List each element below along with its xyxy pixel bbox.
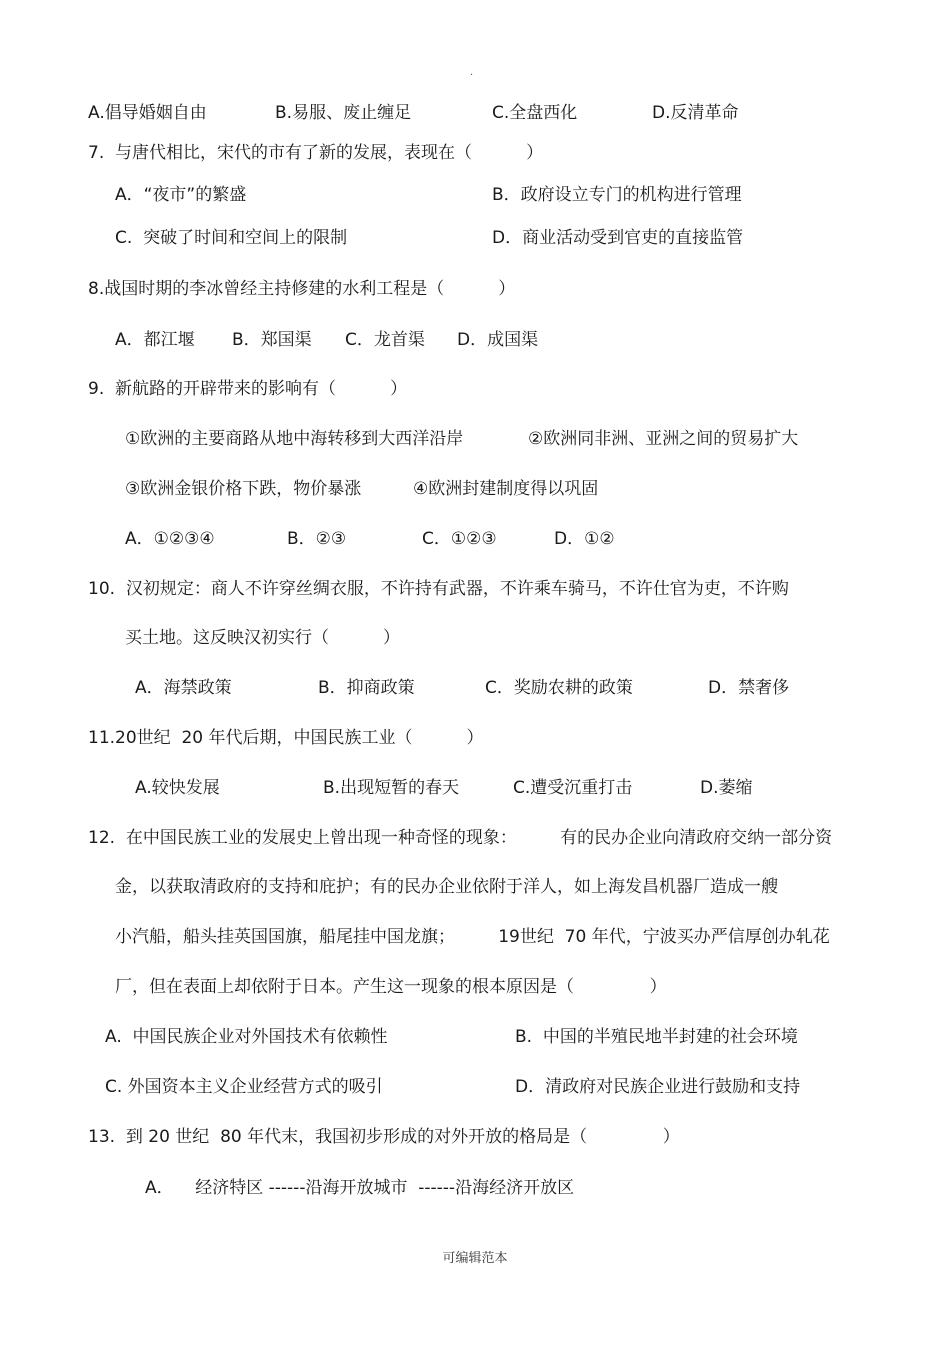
- q10-option-a: A．海禁政策: [135, 678, 232, 698]
- q9-option-b: B．②③: [287, 529, 347, 549]
- q8-stem: 8.战国时期的李冰曾经主持修建的水利工程是（ ）: [88, 279, 516, 299]
- q7-option-c: C. 突破了时间和空间上的限制: [115, 228, 348, 248]
- q6-option-c: C.全盘西化: [492, 103, 578, 123]
- q9-stem: 9. 新航路的开辟带来的影响有（ ）: [88, 379, 408, 399]
- q12-option-a: A. 中国民族企业对外国技术有依赖性: [105, 1027, 388, 1047]
- q9-item-2: ②欧洲同非洲、亚洲之间的贸易扩大: [528, 429, 799, 449]
- q12-option-b: B. 中国的半殖民地半封建的社会环境: [515, 1027, 798, 1047]
- q12-stem-line-1: 12. 在中国民族工业的发展史上曾出现一种奇怪的现象： 有的民办企业向清政府交纳一部分资: [88, 828, 833, 848]
- q7-stem: 7. 与唐代相比，宋代的市有了新的发展，表现在（ ）: [88, 143, 544, 163]
- q13-option-a: A． 经济特区 ------沿海开放城市 ------沿海经济开放区: [145, 1178, 575, 1198]
- q8-option-d: D．成国渠: [457, 330, 539, 350]
- q11-stem: 11.20世纪 20 年代后期，中国民族工业（ ）: [88, 728, 484, 748]
- q7-option-b: B．政府设立专门的机构进行管理: [492, 185, 742, 205]
- q12-stem-line-3: 小汽船，船头挂英国国旗，船尾挂中国龙旗； 19世纪 70 年代，宁波买办严信厚创办轧花: [115, 927, 830, 947]
- q7-option-a: A．“夜市”的繁盛: [115, 185, 247, 205]
- q11-option-a: A.较快发展: [135, 778, 220, 798]
- q9-option-d: D．①②: [554, 529, 615, 549]
- q11-option-c: C.遭受沉重打击: [513, 778, 633, 798]
- q12-stem-line-4: 厂，但在表面上却依附于日本。产生这一现象的根本原因是（ ）: [115, 977, 667, 997]
- q7-option-d: D．商业活动受到官吏的直接监管: [492, 228, 744, 248]
- q10-option-b: B．抑商政策: [318, 678, 415, 698]
- q8-option-a: A．都江堰: [115, 330, 195, 350]
- q12-option-d: D．清政府对民族企业进行鼓励和支持: [515, 1077, 801, 1097]
- q12-stem-line-2: 金，以获取清政府的支持和庇护；有的民办企业依附于洋人，如上海发昌机器厂造成一艘: [115, 877, 778, 897]
- q8-option-b: B．郑国渠: [232, 330, 312, 350]
- q11-option-b: B.出现短暂的春天: [323, 778, 460, 798]
- q9-option-a: A．①②③④: [125, 529, 215, 549]
- page-footer: 可编辑范本: [442, 1251, 508, 1266]
- q10-stem-line-2: 买土地。这反映汉初实行（ ）: [125, 628, 401, 648]
- header-mark: ·: [470, 70, 474, 81]
- q11-option-d: D.萎缩: [700, 778, 753, 798]
- q6-option-b: B.易服、废止缠足: [275, 103, 412, 123]
- q10-option-c: C．奖励农耕的政策: [485, 678, 633, 698]
- q8-option-c: C．龙首渠: [345, 330, 425, 350]
- q9-option-c: C．①②③: [422, 529, 497, 549]
- q9-item-3: ③欧洲金银价格下跌，物价暴涨: [125, 479, 362, 499]
- q12-option-c: C. 外国资本主义企业经营方式的吸引: [105, 1077, 383, 1097]
- q6-option-a: A.倡导婚姻自由: [88, 103, 207, 123]
- q6-option-d: D.反清革命: [652, 103, 739, 123]
- q9-item-1: ①欧洲的主要商路从地中海转移到大西洋沿岸: [125, 429, 464, 449]
- q10-option-d: D．禁奢侈: [708, 678, 790, 698]
- q10-stem-line-1: 10. 汉初规定：商人不许穿丝绸衣服，不许持有武器，不许乘车骑马，不许仕官为吏，不许购: [88, 579, 789, 599]
- q9-item-4: ④欧洲封建制度得以巩固: [413, 479, 599, 499]
- q13-stem: 13. 到 20 世纪 80 年代末，我国初步形成的对外开放的格局是（ ）: [88, 1127, 680, 1147]
